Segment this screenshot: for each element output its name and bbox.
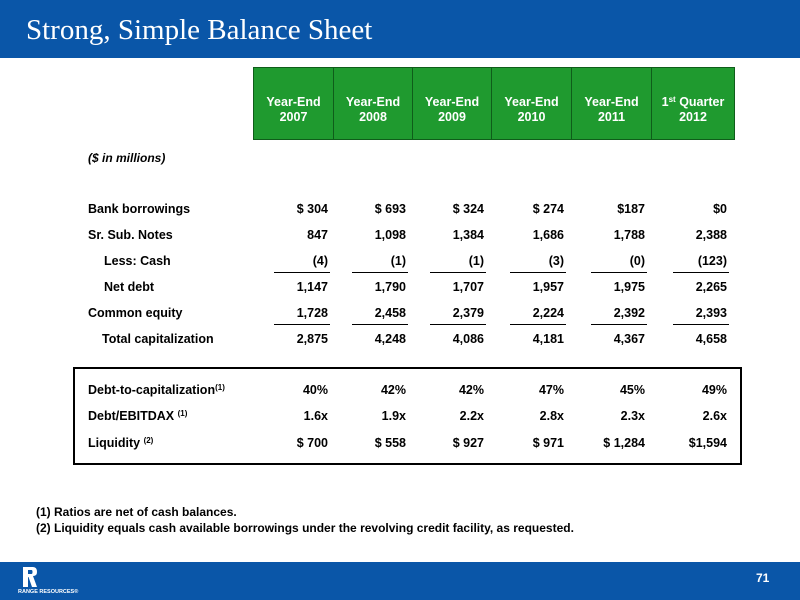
table-cell: (0) — [629, 254, 645, 268]
table-cell: 2,392 — [613, 306, 645, 320]
logo-text: RANGE RESOURCES® — [18, 589, 79, 595]
table-cell: 2,388 — [695, 228, 727, 242]
ratio-label-debt-ebitdax: Debt/EBITDAX $^{(1)}$ — [88, 409, 188, 423]
table-cell: 1,384 — [452, 228, 484, 242]
table-cell: 2,393 — [695, 306, 727, 320]
page-number: 71 — [756, 571, 770, 585]
subtotal-rule — [673, 272, 729, 273]
table-cell: 2,265 — [695, 280, 727, 294]
subtotal-rule — [274, 272, 330, 273]
table-cell: $ 558 — [374, 436, 406, 450]
subtotal-rule — [510, 324, 566, 325]
column-header-line1: Year-End — [504, 95, 559, 109]
table-cell: 1,098 — [374, 228, 406, 242]
table-cell: (123) — [697, 254, 727, 268]
row-label-sr-sub-notes: Sr. Sub. Notes — [88, 228, 173, 242]
row-label-total-capitalization: Total capitalization — [102, 332, 214, 346]
column-header-line1: Year-End — [345, 95, 401, 109]
footnote-2: (2) Liquidity equals cash available borrowings under the revolving credit facility, as requested. — [36, 521, 574, 535]
footer-bar — [0, 562, 800, 600]
column-header-line1: Year-End — [266, 95, 321, 109]
table-cell: $ 274 — [532, 202, 564, 216]
table-cell: 4,086 — [452, 332, 484, 346]
table-cell: 2,224 — [532, 306, 564, 320]
column-header-line1: 1st Quarter — [661, 95, 725, 109]
table-cell: $1,594 — [688, 436, 727, 450]
table-cell: 1,790 — [374, 280, 406, 294]
table-cell: 1,686 — [532, 228, 564, 242]
subtotal-rule — [352, 324, 408, 325]
table-cell: 2.8x — [539, 409, 564, 423]
column-header-2011 — [571, 67, 651, 140]
table-cell: 47% — [538, 383, 564, 397]
table-cell: 2.6x — [702, 409, 727, 423]
table-cell: 2.2x — [459, 409, 484, 423]
table-cell: 42% — [458, 383, 484, 397]
table-cell: (1) — [468, 254, 484, 268]
subtotal-rule — [591, 324, 647, 325]
table-cell: 1,707 — [452, 280, 484, 294]
table-cell: $ 1,284 — [603, 436, 645, 450]
table-cell: 42% — [380, 383, 406, 397]
table-cell: 49% — [701, 383, 727, 397]
table-cell: 1,728 — [296, 306, 328, 320]
ratio-label-debt-to-capitalization: Debt-to-capitalization$^{(1)}$ — [88, 383, 225, 397]
column-header-line2: 2008 — [359, 110, 387, 124]
range-resources-logo-icon — [22, 566, 38, 588]
row-label-common-equity: Common equity — [88, 306, 183, 320]
table-cell: 847 — [307, 228, 328, 242]
table-cell: 4,658 — [695, 332, 727, 346]
column-header-q1-2012 — [651, 67, 735, 140]
table-cell: 4,248 — [374, 332, 406, 346]
subtotal-rule — [352, 272, 408, 273]
subtotal-rule — [591, 272, 647, 273]
column-header-2010 — [491, 67, 571, 140]
subtotal-rule — [274, 324, 330, 325]
column-header-2009 — [412, 67, 491, 140]
table-cell: (1) — [390, 254, 406, 268]
column-header-2008 — [333, 67, 412, 140]
column-header-line1: Year-End — [584, 95, 639, 109]
table-cell: 1,147 — [296, 280, 328, 294]
table-cell: 40% — [302, 383, 328, 397]
table-cell: 1,957 — [532, 280, 564, 294]
table-cell: 1.9x — [381, 409, 406, 423]
table-cell: 2.3x — [620, 409, 645, 423]
table-cell: 2,875 — [296, 332, 328, 346]
row-label-less-cash: Less: Cash — [104, 254, 171, 268]
table-cell: 4,367 — [613, 332, 645, 346]
table-cell: 2,458 — [374, 306, 406, 320]
column-header-line1: Year-End — [424, 95, 480, 109]
table-cell: $ 693 — [374, 202, 406, 216]
table-cell: (4) — [312, 254, 328, 268]
table-cell: $ 971 — [532, 436, 564, 450]
table-cell: 1.6x — [303, 409, 328, 423]
footnote-1: (1) Ratios are net of cash balances. — [36, 505, 237, 519]
units-note: ($ in millions) — [88, 151, 166, 165]
table-cell: 2,379 — [452, 306, 484, 320]
column-header-line2: 2009 — [438, 110, 466, 124]
table-cell: 45% — [619, 383, 645, 397]
table-cell: $187 — [617, 202, 645, 216]
ratio-label-liquidity: Liquidity $^{(2)}$ — [88, 436, 154, 450]
row-label-bank-borrowings: Bank borrowings — [88, 202, 191, 216]
row-label-net-debt: Net debt — [104, 280, 154, 294]
table-cell: $ 700 — [296, 436, 328, 450]
table-cell: $ 927 — [452, 436, 484, 450]
subtotal-rule — [430, 272, 486, 273]
page-title: Strong, Simple Balance Sheet — [26, 14, 373, 46]
column-header-line2: 2007 — [279, 110, 308, 124]
table-cell: 4,181 — [532, 332, 564, 346]
subtotal-rule — [430, 324, 486, 325]
table-cell: (3) — [548, 254, 564, 268]
table-cell: $ 304 — [296, 202, 328, 216]
column-header-2007 — [253, 67, 333, 140]
table-cell: 1,975 — [613, 280, 645, 294]
table-cell: $0 — [713, 202, 727, 216]
subtotal-rule — [510, 272, 566, 273]
table-cell: $ 324 — [452, 202, 484, 216]
subtotal-rule — [673, 324, 729, 325]
column-header-line2: 2010 — [517, 110, 546, 124]
column-header-line2: 2011 — [597, 110, 626, 124]
table-cell: 1,788 — [613, 228, 645, 242]
column-header-line2: 2012 — [679, 110, 707, 124]
